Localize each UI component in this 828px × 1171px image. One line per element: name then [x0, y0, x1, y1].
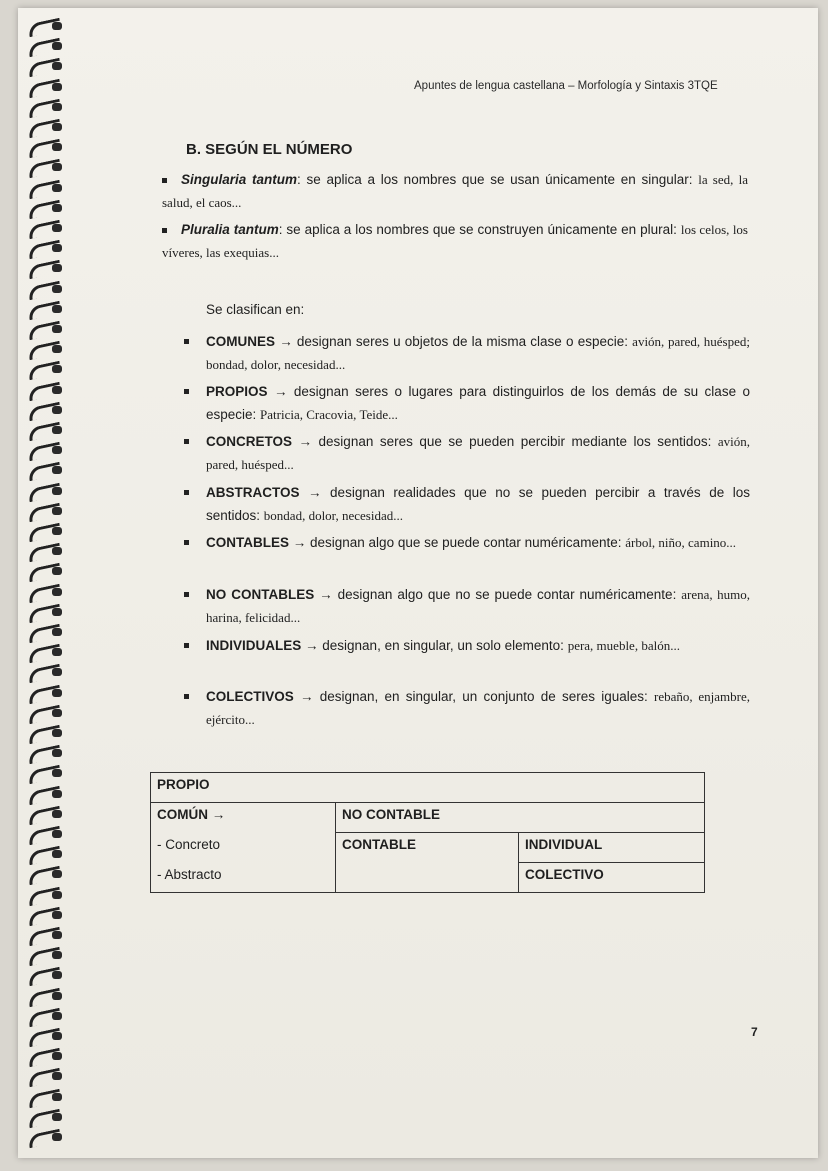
item-description: designan seres o lugares para distinguirlos de los demás de su clase o especie:: [206, 384, 751, 422]
bullet-square: [162, 178, 167, 183]
spiral-coil: [26, 341, 64, 357]
spiral-coil: [26, 846, 64, 862]
classification-item: [206, 685, 750, 731]
spiral-coil: [26, 523, 64, 539]
spiral-coil: [26, 1008, 64, 1024]
spiral-coil: [26, 119, 64, 135]
spiral-coil: [26, 1068, 64, 1084]
spiral-coil: [26, 321, 64, 337]
classification-item: [206, 583, 750, 629]
spiral-coil: [26, 705, 64, 721]
cell-no-contable: NO CONTABLE: [336, 803, 705, 833]
item-description: designan seres u objetos de la misma clase o especie:: [292, 334, 633, 349]
spiral-coil: [26, 604, 64, 620]
spiral-coil: [26, 79, 64, 95]
spiral-coil: [26, 563, 64, 579]
item-examples: árbol, niño, camino...: [625, 535, 737, 550]
item-examples: arena, humo, harina, felicidad...: [206, 587, 750, 625]
spiral-coil: [26, 644, 64, 660]
classification-intro: Se clasifican en:: [206, 302, 305, 317]
page-number: 7: [751, 1025, 758, 1039]
classification-item: [206, 481, 750, 527]
cell-colectivo: COLECTIVO: [519, 863, 705, 893]
spiral-coil: [26, 442, 64, 458]
spiral-coil: [26, 38, 64, 54]
cell-contable: CONTABLE: [336, 833, 519, 893]
item-keyword: CONCRETOS →: [206, 434, 313, 449]
spiral-coil: [26, 462, 64, 478]
spiral-coil: [26, 624, 64, 640]
spiral-coil: [26, 543, 64, 559]
singularia-paragraph: [162, 168, 748, 214]
spiral-coil: [26, 947, 64, 963]
spiral-coil: [26, 200, 64, 216]
classification-item: [206, 531, 750, 554]
bullet-square: [184, 389, 189, 394]
spiral-coil: [26, 1109, 64, 1125]
spiral-coil: [26, 483, 64, 499]
bullet-square: [184, 694, 189, 699]
item-description: designan realidades que no se pueden percibir a través de los sentidos:: [206, 485, 750, 523]
spiral-coil: [26, 1028, 64, 1044]
spiral-coil: [26, 503, 64, 519]
spiral-coil: [26, 220, 64, 236]
spiral-coil: [26, 584, 64, 600]
spiral-coil: [26, 826, 64, 842]
bullet-square: [184, 439, 189, 444]
spiral-coil: [26, 685, 64, 701]
bullet-square: [184, 643, 189, 648]
spiral-coil: [26, 1089, 64, 1105]
item-description: designan, en singular, un conjunto de seres iguales:: [313, 689, 655, 704]
cell-comun: COMÚN →: [151, 803, 336, 833]
spiral-coil: [26, 967, 64, 983]
item-examples: avión, pared, huésped...: [206, 434, 750, 472]
spiral-coil: [26, 99, 64, 115]
spiral-coil: [26, 725, 64, 741]
classification-item: [206, 430, 750, 476]
spiral-coil: [26, 301, 64, 317]
bullet-square: [184, 339, 189, 344]
classification-item: [206, 330, 750, 376]
classification-item: [206, 634, 750, 657]
pluralia-text: : se aplica a los nombres que se construyen únicamente en plural:: [278, 222, 681, 237]
spiral-coil: [26, 1129, 64, 1145]
bullet-square: [162, 228, 167, 233]
spiral-coil: [26, 281, 64, 297]
cell-propio: PROPIO: [151, 773, 705, 803]
spiral-coil: [26, 866, 64, 882]
spiral-coil: [26, 664, 64, 680]
spiral-coil: [26, 988, 64, 1004]
item-keyword: NO CONTABLES →: [206, 587, 333, 602]
item-examples: Patricia, Cracovia, Teide...: [260, 407, 398, 422]
item-keyword: COMUNES →: [206, 334, 293, 349]
pluralia-paragraph: [162, 218, 748, 264]
spiral-coil: [26, 240, 64, 256]
cell-individual: INDIVIDUAL: [519, 833, 705, 863]
spiral-coil: [26, 139, 64, 155]
spiral-coil: [26, 58, 64, 74]
spiral-coil: [26, 1048, 64, 1064]
item-examples: avión, pared, huésped; bondad, dolor, necesidad...: [206, 334, 751, 372]
spiral-binding: [26, 18, 66, 1148]
item-description: designan algo que no se puede contar numéricamente:: [332, 587, 682, 602]
item-examples: pera, mueble, balón...: [567, 638, 680, 653]
spiral-coil: [26, 18, 64, 34]
item-keyword: COLECTIVOS →: [206, 689, 314, 704]
cell-concreto: - Concreto: [151, 833, 336, 863]
classification-item: [206, 380, 750, 426]
item-keyword: PROPIOS →: [206, 384, 288, 399]
page-header: Apuntes de lengua castellana – Morfología y Sintaxis 3TQE: [414, 80, 718, 92]
bullet-square: [184, 540, 189, 545]
spiral-coil: [26, 745, 64, 761]
item-description: designan algo que se puede contar numéricamente:: [306, 535, 626, 550]
spiral-coil: [26, 887, 64, 903]
singularia-examples: la sed, la salud, el caos...: [162, 172, 749, 210]
singularia-text: : se aplica a los nombres que se usan únicamente en singular:: [297, 172, 699, 187]
spiral-coil: [26, 159, 64, 175]
spiral-coil: [26, 402, 64, 418]
pluralia-term: Pluralia tantum: [181, 222, 279, 237]
item-keyword: ABSTRACTOS →: [206, 485, 322, 500]
item-keyword: CONTABLES →: [206, 535, 307, 550]
spiral-coil: [26, 180, 64, 196]
bullet-square: [184, 592, 189, 597]
item-examples: bondad, dolor, necesidad...: [263, 508, 403, 523]
spiral-coil: [26, 260, 64, 276]
item-examples: rebaño, enjambre, ejército...: [206, 689, 750, 727]
spiral-coil: [26, 806, 64, 822]
singularia-term: Singularia tantum: [181, 172, 297, 187]
spiral-coil: [26, 927, 64, 943]
section-title: B. SEGÚN EL NÚMERO: [186, 141, 353, 158]
bullet-square: [184, 490, 189, 495]
spiral-coil: [26, 786, 64, 802]
item-keyword: INDIVIDUALES →: [206, 638, 319, 653]
item-description: designan seres que se pueden percibir mediante los sentidos:: [312, 434, 718, 449]
pluralia-examples: los celos, los víveres, las exequias...: [162, 222, 748, 260]
item-description: designan, en singular, un solo elemento:: [318, 638, 568, 653]
spiral-coil: [26, 765, 64, 781]
spiral-coil: [26, 422, 64, 438]
spiral-coil: [26, 382, 64, 398]
cell-abstracto: - Abstracto: [151, 863, 336, 893]
spiral-coil: [26, 907, 64, 923]
spiral-coil: [26, 361, 64, 377]
noun-classification-table: [150, 772, 705, 893]
